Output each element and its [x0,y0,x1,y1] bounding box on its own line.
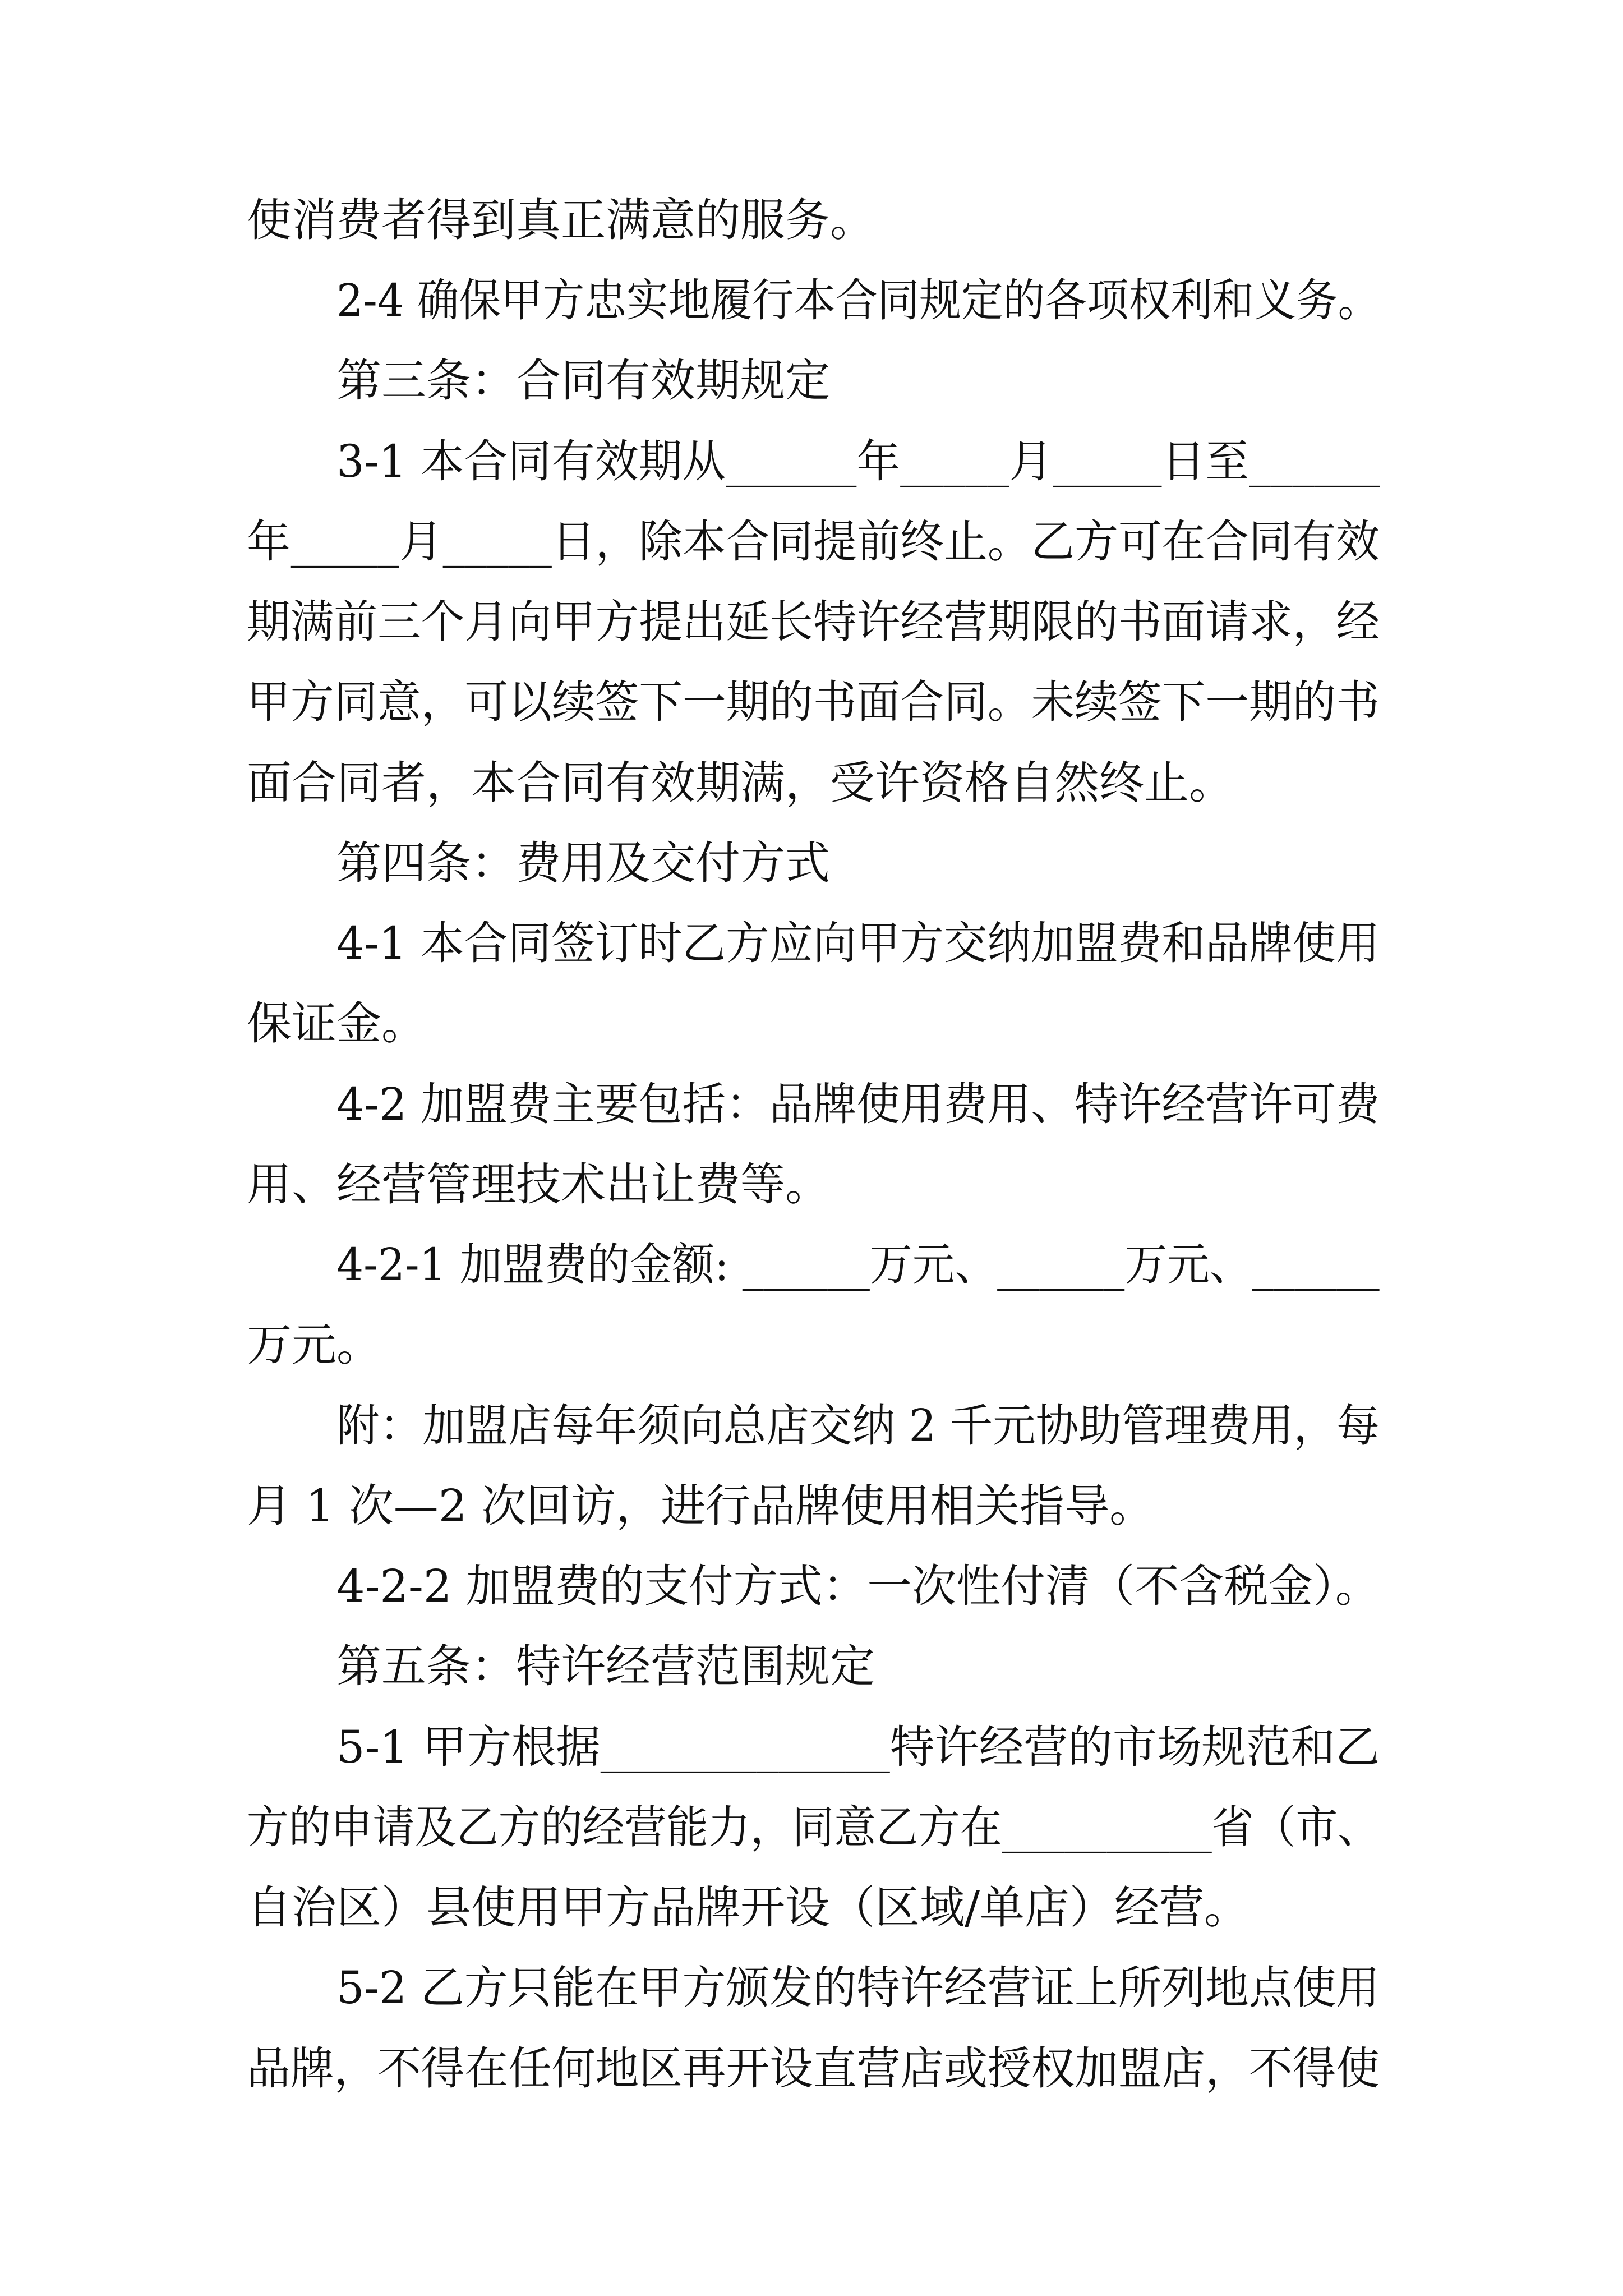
text-line: 4-2-1 加盟费的金额: ______万元、______万元、______ [336,1239,1380,1291]
section-heading: 第三条：合同有效期规定 [336,355,830,407]
text-line: 用、经营管理技术出让费等。 [247,1158,830,1211]
text-line: 3-1 本合同有效期从______年_____月_____日至______ [336,435,1380,487]
text-line: 面合同者，本合同有效期满，受许资格自然终止。 [247,757,1234,809]
text-line: 自治区）县使用甲方品牌开设（区域/单店）经营。 [247,1881,1249,1934]
text-line: 5-1 甲方根据_____________特许经营的市场规范和乙 [336,1721,1380,1773]
section-heading: 第四条：费用及交付方式 [336,837,830,889]
text-line: 品牌，不得在任何地区再开设直营店或授权加盟店，不得使 [247,2042,1380,2095]
text-line: 方的申请及乙方的经营能力，同意乙方在__________省（市、 [247,1801,1380,1853]
text-line: 年_____月_____日，除本合同提前终止。乙方可在合同有效 [247,516,1380,568]
text-line: 月 1 次—2 次回访，进行品牌使用相关指导。 [247,1480,1155,1532]
section-heading: 第五条：特许经营范围规定 [336,1640,875,1692]
text-line: 5-2 乙方只能在甲方颁发的特许经营证上所列地点使用 [336,1962,1380,2014]
text-line: 期满前三个月向甲方提出延长特许经营期限的书面请求，经 [247,596,1380,648]
text-line: 甲方同意，可以续签下一期的书面合同。未续签下一期的书 [247,676,1380,728]
text-line: 使消费者得到真正满意的服务。 [247,194,875,246]
text-line: 2-4 确保甲方忠实地履行本合同规定的各项权利和义务。 [336,274,1380,326]
text-line: 4-1 本合同签订时乙方应向甲方交纳加盟费和品牌使用 [336,917,1380,969]
text-line: 保证金。 [247,997,426,1050]
text-line: 万元。 [247,1319,381,1371]
text-line: 4-2-2 加盟费的支付方式：一次性付清（不含税金）。 [336,1560,1380,1612]
text-line: 4-2 加盟费主要包括：品牌使用费用、特许经营许可费 [336,1078,1380,1130]
text-line: 附：加盟店每年须向总店交纳 2 千元协助管理费用，每 [336,1400,1380,1452]
